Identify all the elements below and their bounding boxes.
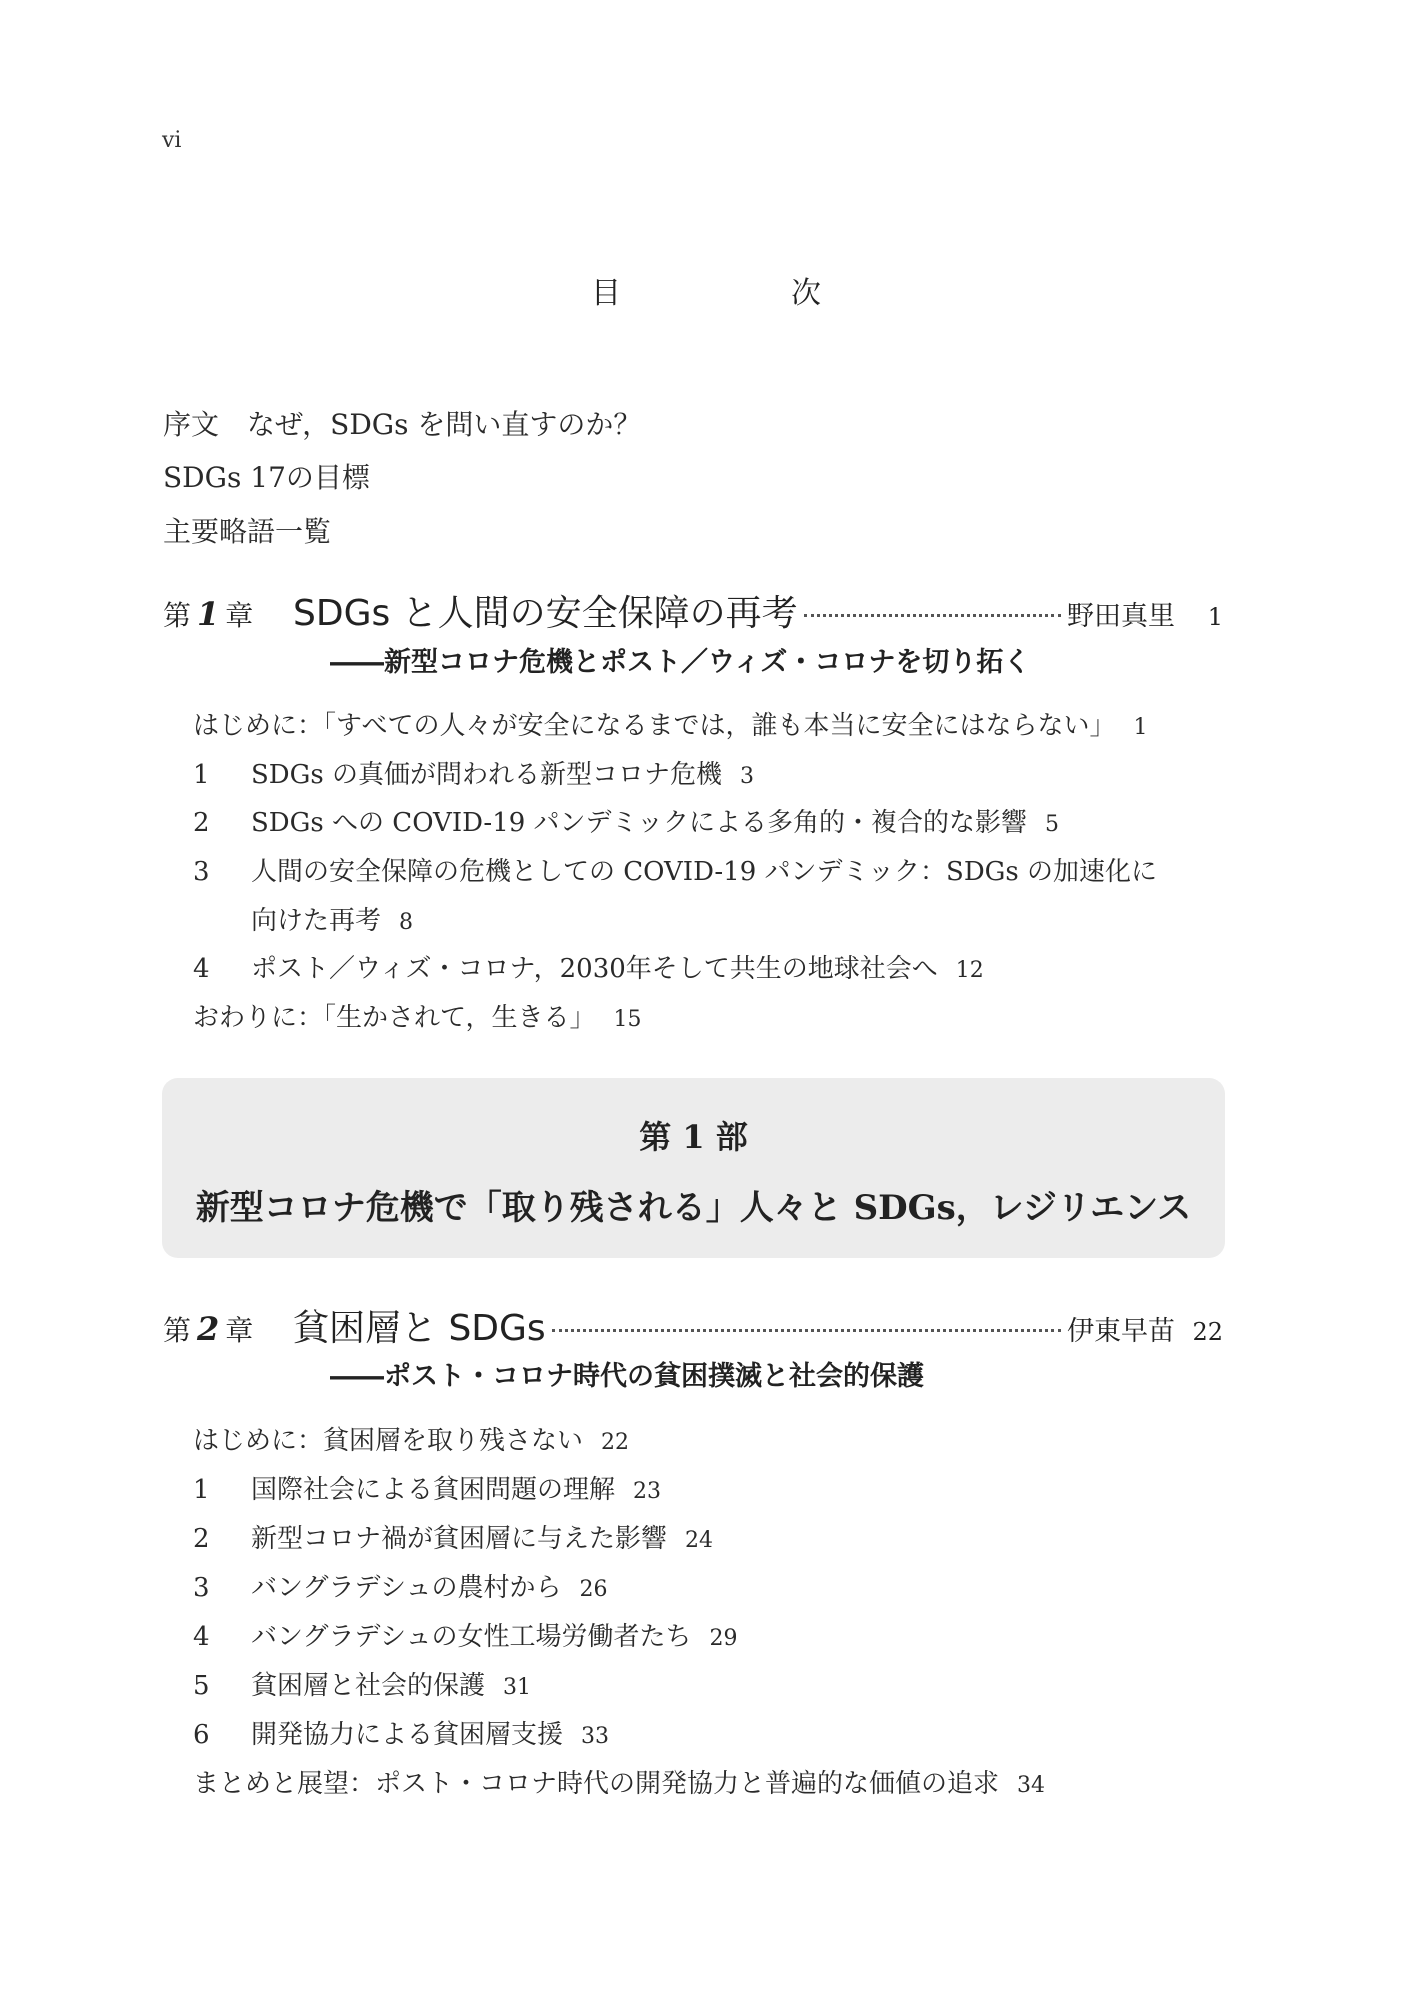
- chapter-2-section[interactable]: はじめに：貧困層を取り残さない 22: [193, 1426, 630, 1456]
- chapter-2-section[interactable]: 4 バングラデシュの女性工場労働者たち 29: [193, 1622, 738, 1652]
- chapter-1-author: 野田真里: [1067, 601, 1175, 632]
- chapter-1-title: SDGs と人間の安全保障の再考: [293, 593, 798, 634]
- chapter-2-author: 伊東早苗: [1067, 1316, 1175, 1347]
- front-matter-abbreviations[interactable]: 主要略語一覧: [163, 515, 332, 548]
- chapter-1-section[interactable]: 2 SDGs への COVID-19 パンデミックによる多角的・複合的な影響 5: [193, 808, 1060, 838]
- chapter-1-number: 第 1 章: [163, 595, 254, 633]
- chapter-1-section[interactable]: 4 ポスト／ウィズ・コロナ，2030年そして共生の地球社会へ 12: [193, 954, 984, 984]
- front-matter-sdgs-goals[interactable]: SDGs 17の目標: [163, 461, 370, 494]
- part-1-label: 第 1 部: [639, 1118, 748, 1156]
- chapter-1-leader: [804, 614, 1061, 617]
- chapter-1-heading[interactable]: [163, 585, 1223, 633]
- chapter-1-section[interactable]: はじめに：「すべての人々が安全になるまでは，誰も本当に安全にはならない」 1: [193, 711, 1148, 741]
- chapter-1-subtitle: ――新型コロナ危機とポスト／ウィズ・コロナを切り拓く: [330, 647, 1031, 678]
- chapter-2-section[interactable]: 5 貧困層と社会的保護 31: [193, 1671, 532, 1701]
- front-matter-preface[interactable]: 序文 なぜ，SDGs を問い直すのか？: [163, 408, 642, 441]
- chapter-1-section-continued[interactable]: 向けた再考 8: [251, 906, 414, 936]
- part-1-title: 新型コロナ危機で「取り残される」人々と SDGs，レジリエンス: [195, 1188, 1192, 1228]
- part-1-banner: [162, 1078, 1225, 1258]
- page-number: vi: [162, 128, 182, 153]
- chapter-2-leader: [552, 1329, 1061, 1332]
- toc-title: 目 次: [591, 276, 891, 311]
- chapter-2-title: 貧困層と SDGs: [293, 1308, 546, 1349]
- chapter-1-page: 1: [1207, 603, 1223, 631]
- chapter-2-number: 第 2 章: [163, 1310, 254, 1348]
- chapter-2-section[interactable]: 1 国際社会による貧困問題の理解 23: [193, 1475, 662, 1505]
- chapter-2-heading[interactable]: [163, 1300, 1223, 1348]
- chapter-2-section[interactable]: 3 バングラデシュの農村から 26: [193, 1573, 608, 1603]
- chapter-2-subtitle: ――ポスト・コロナ時代の貧困撲滅と社会的保護: [330, 1361, 924, 1392]
- chapter-1-section[interactable]: おわりに：「生かされて，生きる」 15: [193, 1003, 642, 1033]
- chapter-2-section[interactable]: 6 開発協力による貧困層支援 33: [193, 1720, 610, 1750]
- chapter-2-section[interactable]: まとめと展望：ポスト・コロナ時代の開発協力と普遍的な価値の追求 34: [193, 1769, 1046, 1799]
- chapter-1-section[interactable]: 3 人間の安全保障の危機としての COVID-19 パンデミック：SDGs の加速化に: [193, 857, 1158, 887]
- chapter-1-section[interactable]: 1 SDGs の真価が問われる新型コロナ危機 3: [193, 760, 755, 790]
- chapter-2-page: 22: [1192, 1318, 1223, 1346]
- chapter-2-section[interactable]: 2 新型コロナ禍が貧困層に与えた影響 24: [193, 1524, 714, 1554]
